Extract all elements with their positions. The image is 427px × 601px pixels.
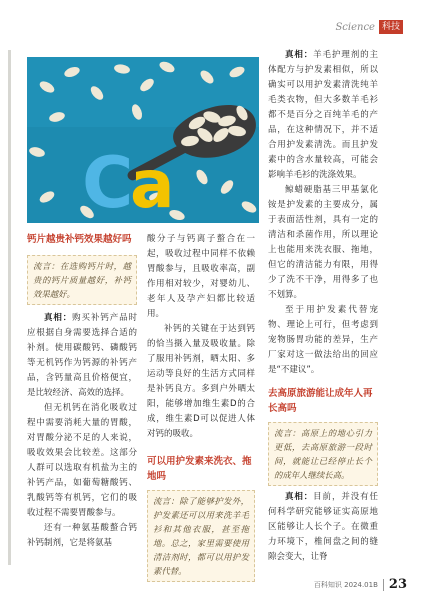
subheading-altitude: 去高原旅游能让成年人再长高吗: [268, 388, 373, 414]
truth-label: 真相：: [285, 492, 314, 502]
column-1: [27, 232, 137, 551]
paragraph: 至于用护发素代替宠物、理论上可行，但考虑到宠物肠胃功能的差异，生产厂家对这一做法给出的回应是“不建议”。: [268, 305, 378, 375]
rumor-note-altitude: 流言：高原上的地心引力更低，去高原旅游一段时间，就能让已经停止长个的成年人继续长高。: [268, 422, 378, 486]
letter-a: a: [130, 146, 175, 223]
magazine-issue: 百科知识 2024.01B: [313, 580, 378, 589]
column-3: [268, 48, 378, 565]
left-margin-rail: [8, 50, 11, 565]
paragraph: 酸分子与钙离子螯合在一起，吸收过程中同样不依赖胃酸参与，且吸收率高，副作用相对较少，对婴幼儿、老年人及孕产妇都比较适用。: [147, 234, 255, 319]
paragraph: 但无机钙在消化吸收过程中需要消耗大量的胃酸，对胃酸分泌不足的人来说，吸收效果会比较差。这部分人群可以选取有机盐为主的补钙产品，如葡萄糖酸钙、乳酸钙等有机钙，它们的吸收过程不需要胃酸参与。: [27, 403, 137, 518]
calcium-photo-illustration: [27, 57, 259, 223]
paragraph: 鲸蜡硬脂基三甲基氯化铵是护发素的主要成分，属于表面活性剂，具有一定的清洁和杀菌作用，所以理论上也能用来洗衣服、拖地，但它的清洁能力有限，用得少了洗不干净，用得多了也不划算。: [268, 185, 378, 300]
page-footer: [314, 577, 407, 592]
paragraph-text: 羊毛护理剂的主体配方与护发素相似，所以确实可以用护发素清洗纯羊毛类衣物，但大多数羊毛衫都不是百分之百纯羊毛的产品，在这种情况下，并不适合用护发素清洗。而且护发素中的含水量较高，可能会影响羊毛衫的洗涤效果。: [268, 50, 378, 180]
letter-c: C: [82, 142, 134, 223]
section-header: [335, 20, 403, 34]
paragraph: 补钙的关键在于达到钙的恰当摄入量及吸收量。除了服用补钙剂，晒太阳、多运动等良好的生活方式同样是补钙良方。多到户外晒太阳，能够增加维生素D的合成，维生素D可以促进人体对钙的吸收。: [147, 324, 255, 439]
paragraph: [268, 48, 378, 183]
calcium-photo: [27, 57, 259, 223]
paragraph-text: 目前，并没有任何科学研究能够证实高原地区能够让人长个子。在微重力环境下，椎间盘之间的缝隙会变大，让脊: [268, 492, 378, 562]
subheading-conditioner: 可以用护发素来洗衣、拖地吗: [147, 456, 252, 482]
truth-label: 真相：: [44, 313, 73, 323]
paragraph: 还有一种氨基酸螯合钙补钙制剂，它是将氨基: [27, 523, 137, 548]
rumor-note-calcium: 流言：在选购钙片时，越贵的钙片质量越好，补钙效果越好。: [27, 255, 137, 305]
rumor-note-conditioner: 流言：除了能够护发外，护发素还可以用来洗羊毛衫和其他衣服，甚至拖地。总之，家里需要使用清洁剂时，都可以用护发素代替。: [147, 490, 255, 582]
paragraph: [268, 490, 378, 565]
paragraph: [27, 311, 137, 401]
page-number: 23: [388, 577, 407, 592]
column-2: [147, 232, 255, 582]
section-label-cn: 科技: [379, 20, 403, 34]
truth-label: 真相：: [285, 50, 314, 60]
section-label-en: Science: [335, 21, 375, 33]
footer-divider: [383, 579, 384, 591]
paragraph-text: 购买补钙产品时应根据自身需要选择合适的补剂。使用碳酸钙、磷酸钙等无机钙作为钙源的补钙产品，含钙量高且价格便宜，是比较经济、高效的选择。: [27, 313, 137, 398]
subheading-calcium: 钙片越贵补钙效果越好吗: [27, 234, 132, 245]
